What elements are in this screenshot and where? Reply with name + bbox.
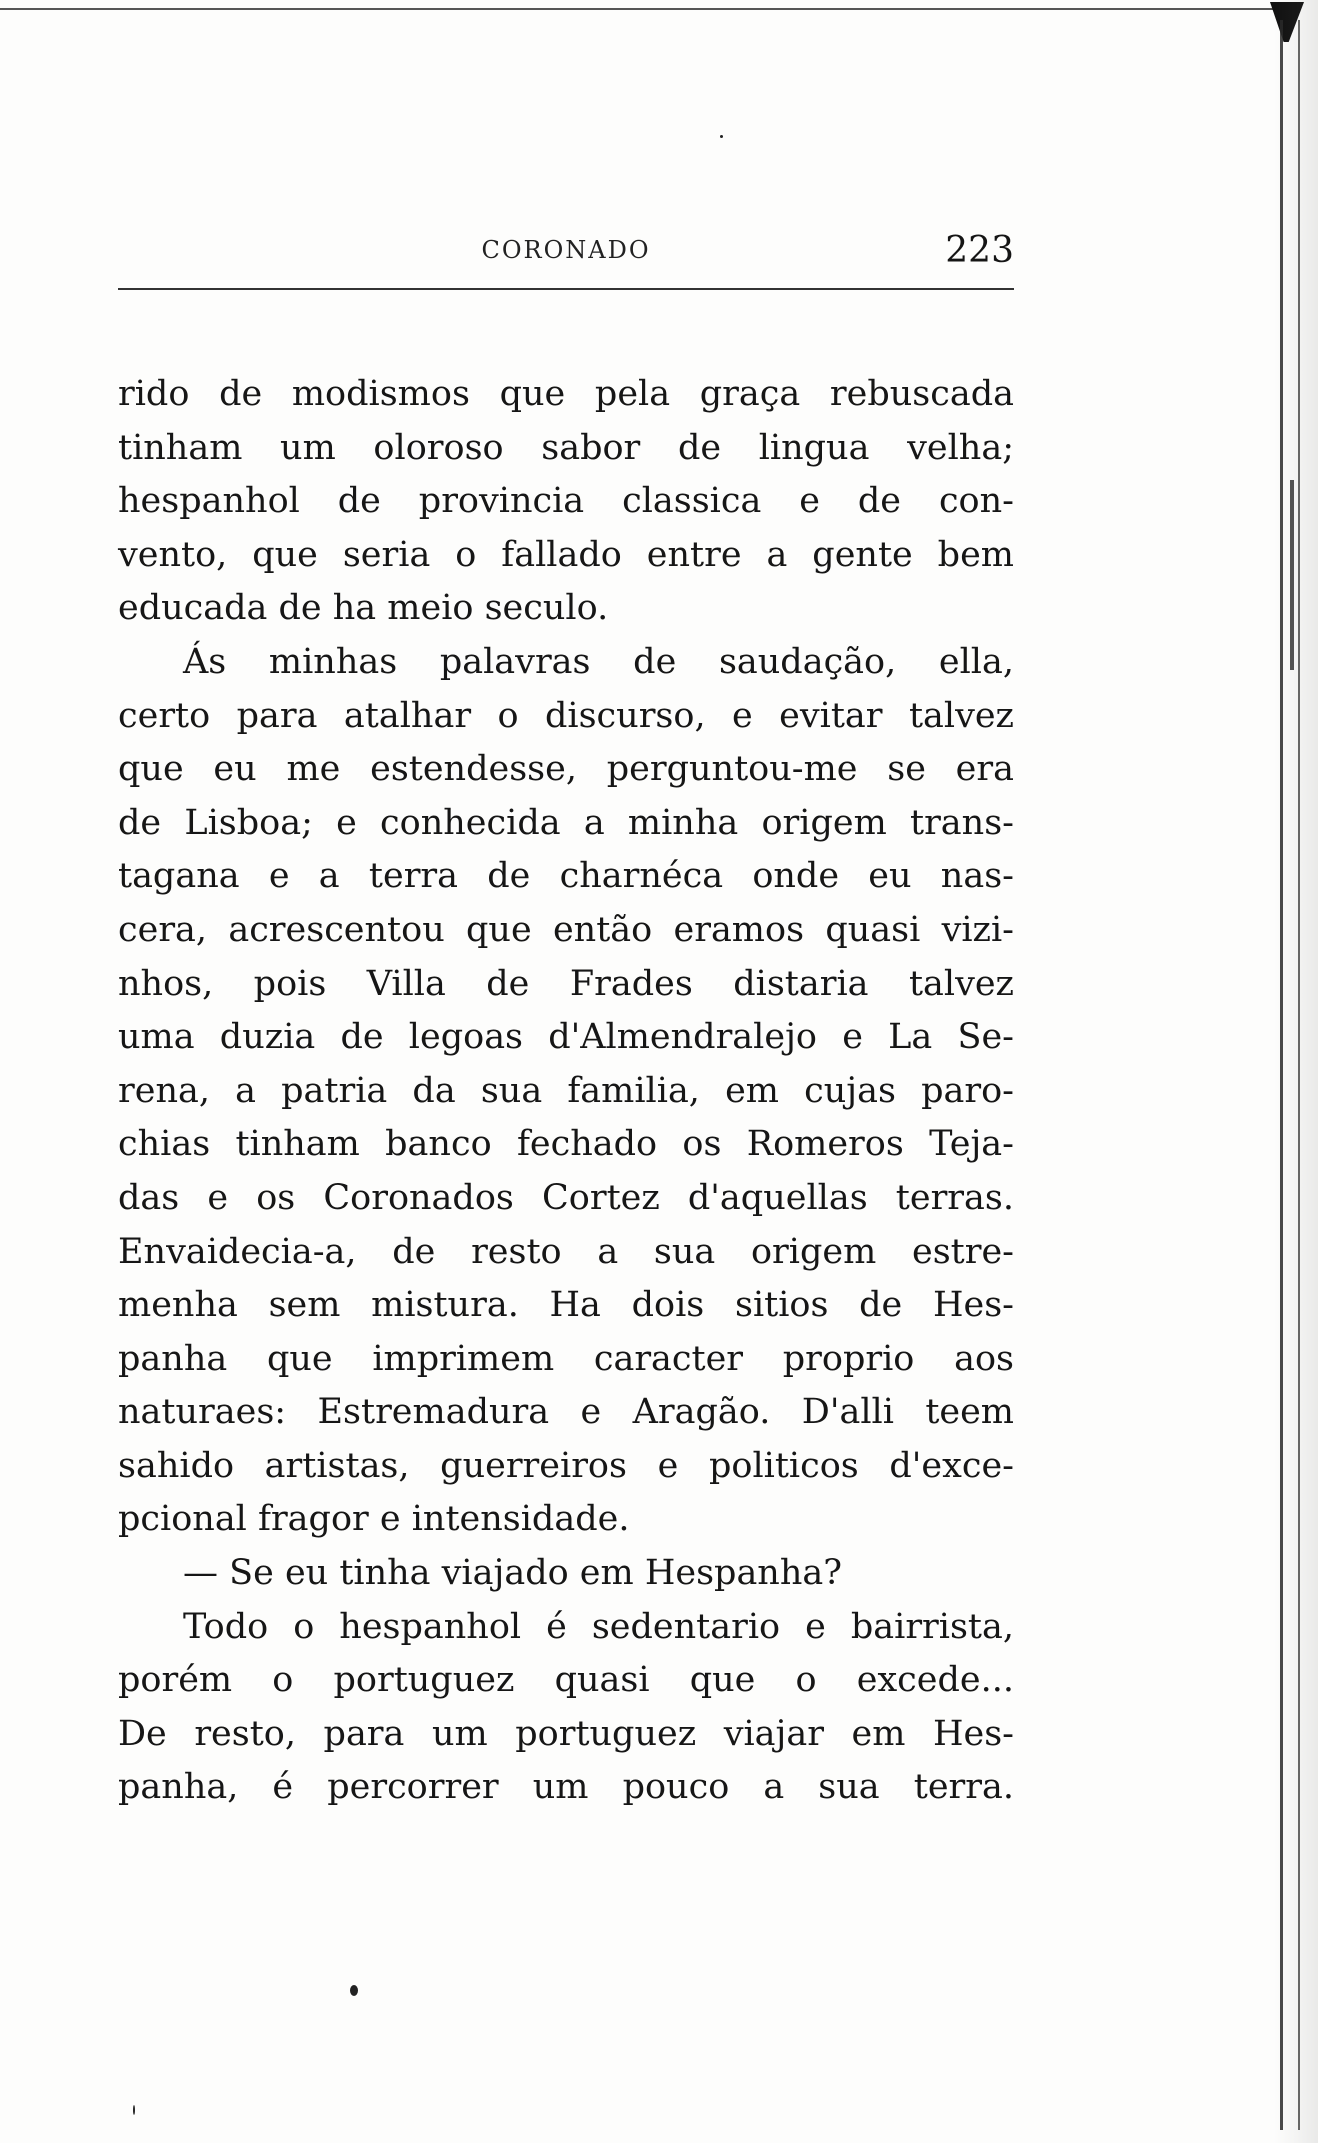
text-line: tinham um oloroso sabor de lingua velha; [118,427,1014,468]
ink-speck [720,135,723,138]
text-line: panha, é percorrer um pouco a sua terra. [118,1767,1014,1808]
body-text [118,368,1014,1815]
text-line: uma duzia de legoas d'Almendralejo e La Se- [118,1017,1014,1058]
ink-speck [350,1985,358,1996]
text-line: tagana e a terra de charnéca onde eu nas- [118,856,1014,897]
text-line: sahido artistas, guerreiros e politicos d'exce- [118,1445,1014,1486]
page-outer-edge [1298,20,1300,2130]
running-header [118,230,1014,286]
text-line: Envaidecia-a, de resto a sua origem estre- [118,1231,1014,1272]
text-line: panha que imprimem caracter proprio aos [118,1338,1014,1379]
text-line: das e os Coronados Cortez d'aquellas terras. [118,1177,1014,1218]
text-line: De resto, para um portuguez viajar em Hes- [118,1713,1014,1754]
text-line: rena, a patria da sua familia, em cujas paro- [118,1070,1014,1111]
text-line: porém o portuguez quasi que o excede... [118,1660,1014,1701]
text-line: pcional fragor e intensidade. [118,1499,630,1540]
text-line: menha sem mistura. Ha dois sitios de Hes- [118,1285,1014,1326]
text-line: de Lisboa; e conhecida a minha origem trans- [118,802,1014,843]
text-line: cera, acrescentou que então eramos quasi vizi- [118,909,1014,950]
text-line: certo para atalhar o discurso, e evitar talvez [118,695,1014,736]
page-binding-edge [1280,20,1283,2130]
text-line: Todo o hespanhol é sedentario e bairrista, [183,1606,1014,1647]
text-line: naturaes: Estremadura e Aragão. D'alli teem [118,1392,1014,1433]
ink-speck [133,2105,135,2115]
text-line: chias tinham banco fechado os Romeros Teja- [118,1124,1014,1165]
text-line: nhos, pois Villa de Frades distaria talvez [118,963,1014,1004]
text-line: que eu me estendesse, perguntou-me se era [118,749,1014,790]
scan-top-edge [0,8,1300,10]
text-line: — Se eu tinha viajado em Hespanha? [183,1553,843,1594]
header-rule [118,288,1014,290]
text-line: rido de modismos que pela graça rebuscada [118,374,1014,414]
text-line: educada de ha meio seculo. [118,588,609,629]
edge-ink-mark [1290,480,1294,670]
text-line: hespanhol de provincia classica e de con- [118,481,1014,522]
text-line: Ás minhas palavras de saudação, ella, [183,641,1014,682]
running-header-title: CORONADO [481,236,651,264]
page-number: 223 [945,230,1014,271]
text-line: vento, que seria o fallado entre a gente bem [118,534,1014,575]
